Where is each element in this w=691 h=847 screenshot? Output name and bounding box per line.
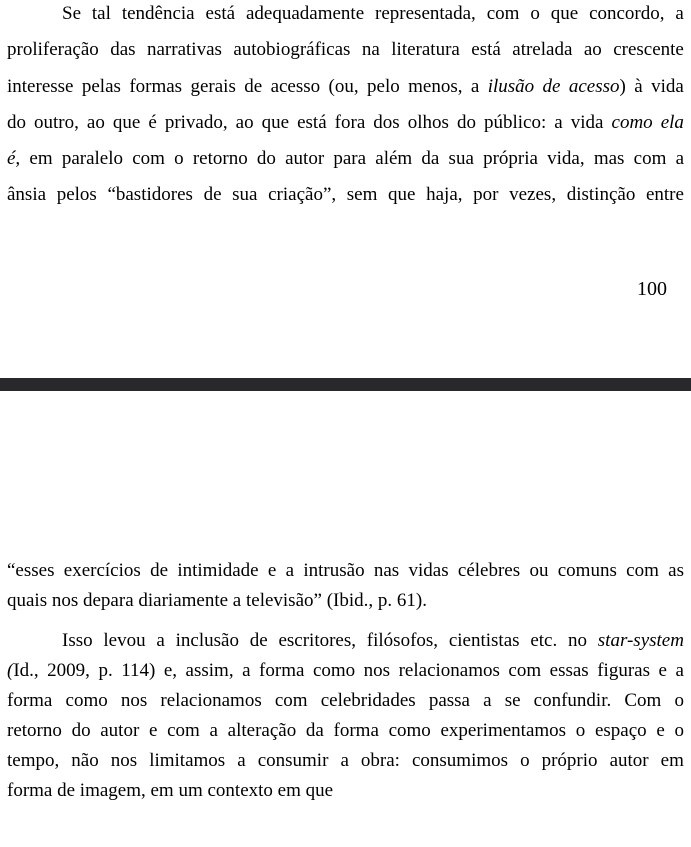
word: literatura [391,39,460,61]
word: relacionamos [160,690,262,711]
text-line [7,686,684,716]
word: autobiográficas [233,39,351,61]
text-line [7,586,684,616]
word: pelo [367,75,400,97]
word: vida, [547,148,585,170]
word: crescente [613,39,684,61]
word: o [174,148,184,170]
word: com [486,3,520,24]
word: inclusão [175,630,239,651]
word: confundir. [533,690,612,711]
word: ao [583,39,602,61]
word: fora [334,111,366,133]
word: a [675,660,684,681]
word: de [244,75,263,97]
text-line [7,746,684,776]
word: nos [110,750,138,771]
word: nas [373,560,400,581]
text-line [7,177,684,213]
text-line [7,69,684,105]
paragraph [7,556,684,616]
word: forma [333,720,379,741]
word: público: [483,111,547,133]
word: autor [609,750,649,771]
word: do [456,111,476,133]
word: intimidade [177,560,259,581]
word: e [658,660,667,681]
word: interesse [7,75,74,97]
word: a [554,111,563,133]
word: e [267,560,277,581]
text-run: quais nos depara diariamente a televisão” (Ibid., p. 61). [7,590,427,611]
word: figuras [597,660,650,681]
word: relacionamos [398,660,500,681]
word: de [203,184,222,206]
word: criação”, [268,184,337,206]
word: espaço [594,720,647,741]
word: para [333,148,367,170]
word: passa [428,690,470,711]
word: com [132,148,165,170]
word: star-system [597,630,684,651]
word: ao [86,111,105,133]
page-two-body [7,556,684,806]
word: exercícios [63,560,141,581]
word: e [148,720,158,741]
word: pelas [81,75,121,97]
word: está [471,39,501,61]
word: de [150,560,169,581]
text-line [7,556,684,586]
word: a [237,750,246,771]
word: está [205,3,236,24]
word: ânsia [7,184,47,206]
word: as [668,560,684,581]
text-run: forma de imagem, em um contexto em que [7,780,334,801]
word: autor [100,720,140,741]
word: por [473,184,499,206]
word: além [375,148,413,170]
word: sua [232,184,258,206]
word: haja, [426,184,463,206]
word: nos [120,690,148,711]
word: Com [624,690,662,711]
word: escritores, [278,630,357,651]
word: próprio [541,750,598,771]
word: alteração [227,720,297,741]
paragraph [7,626,684,806]
word: como [388,720,431,741]
text-line [7,32,684,68]
word: a [675,3,684,24]
word: p. [98,660,113,681]
word: limitamos [149,750,226,771]
word: que [388,184,416,206]
page-number: 100 [637,278,667,300]
word: adequadamente [245,3,365,24]
word: é, [7,148,21,170]
word: essas [549,660,589,681]
word: paralelo [61,148,123,170]
word: no [568,630,587,651]
word: proliferação [7,39,99,61]
word: filósofos, [366,630,439,651]
word: vidas [408,560,449,581]
word: (Id., [7,660,39,681]
word: o [674,720,684,741]
word: dos [373,111,400,133]
word: na [361,39,380,61]
word: que [112,111,141,133]
word: das [110,39,136,61]
word: vida [570,111,604,133]
word: celebridades [320,690,416,711]
word: como [65,690,108,711]
word: Isso [62,630,93,651]
word: formas [129,75,183,97]
word: comuns [557,560,617,581]
word: olhos [407,111,449,133]
word: de [249,630,268,651]
paragraph [7,0,684,214]
word: com [633,148,667,170]
word: a [340,750,349,771]
word: 114) [121,660,156,681]
text-line [7,105,684,141]
word: vida [651,75,684,97]
word: vezes, [509,184,557,206]
word: etc. [530,630,558,651]
word: o [520,750,530,771]
word: a [483,690,492,711]
word: gerais [190,75,236,97]
word: acesso [270,75,321,97]
word: célebres [457,560,521,581]
word: do [7,111,26,133]
word: cientistas [448,630,520,651]
word: outro, [34,111,79,133]
word: narrativas [146,39,222,61]
word: nos [363,660,391,681]
word: a [209,720,218,741]
word: experimentamos [440,720,567,741]
word: a [285,560,295,581]
word: é [148,111,157,133]
word: e [656,720,665,741]
word: forma [7,690,53,711]
word: de [542,75,561,97]
page-break-bar [0,378,691,391]
word: menos, [408,75,463,97]
word: própria [483,148,538,170]
word: Se [62,3,81,24]
word: da [305,720,324,741]
word: em [660,750,684,771]
word: o [530,3,540,24]
word: e, [163,660,178,681]
word: a [156,630,165,651]
word: tendência [121,3,195,24]
word: tempo, [7,750,60,771]
word: como [312,660,356,681]
word: obra: [360,750,400,771]
word: 2009, [47,660,90,681]
word: consumimos [411,750,509,771]
word: entre [645,184,684,206]
word: acesso) [568,75,626,97]
word: “esses [7,560,55,581]
word: ela [660,111,684,133]
word: o [674,690,684,711]
page-one-body [7,0,684,214]
word: privado, [164,111,228,133]
word: em [29,148,53,170]
text-line [7,776,684,806]
word: sua [448,148,474,170]
word: levou [103,630,146,651]
text-line [7,656,684,686]
word: tal [91,3,111,24]
word: sem [346,184,378,206]
word: (ou, [328,75,359,97]
word: a [470,75,480,97]
word: ilusão [487,75,535,97]
word: ou [529,560,549,581]
word: retorno [7,720,62,741]
word: que [261,111,290,133]
word: “bastidores [107,184,193,206]
word: à [634,75,643,97]
word: forma [259,660,305,681]
word: pelos [56,184,97,206]
text-line [7,716,684,746]
word: assim, [185,660,234,681]
word: distinção [566,184,636,206]
word: da [421,148,440,170]
word: com [626,560,659,581]
word: concordo, [589,3,665,24]
word: mas [593,148,625,170]
word: está [297,111,327,133]
word: com [508,660,542,681]
text-line [7,141,684,177]
word: representada, [375,3,476,24]
word: ao [235,111,254,133]
word: autor [285,148,325,170]
word: com [274,690,308,711]
word: do [256,148,276,170]
word: retorno [192,148,248,170]
word: com [167,720,200,741]
word: do [71,720,91,741]
word: se [504,690,521,711]
word: intrusão [303,560,365,581]
word: como [611,111,653,133]
text-line [7,626,684,656]
word: o [575,720,586,741]
word: a [675,148,684,170]
word: atrelada [512,39,573,61]
word: não [71,750,99,771]
word: consumir [257,750,329,771]
text-line [7,0,684,32]
word: a [242,660,251,681]
word: que [550,3,579,24]
